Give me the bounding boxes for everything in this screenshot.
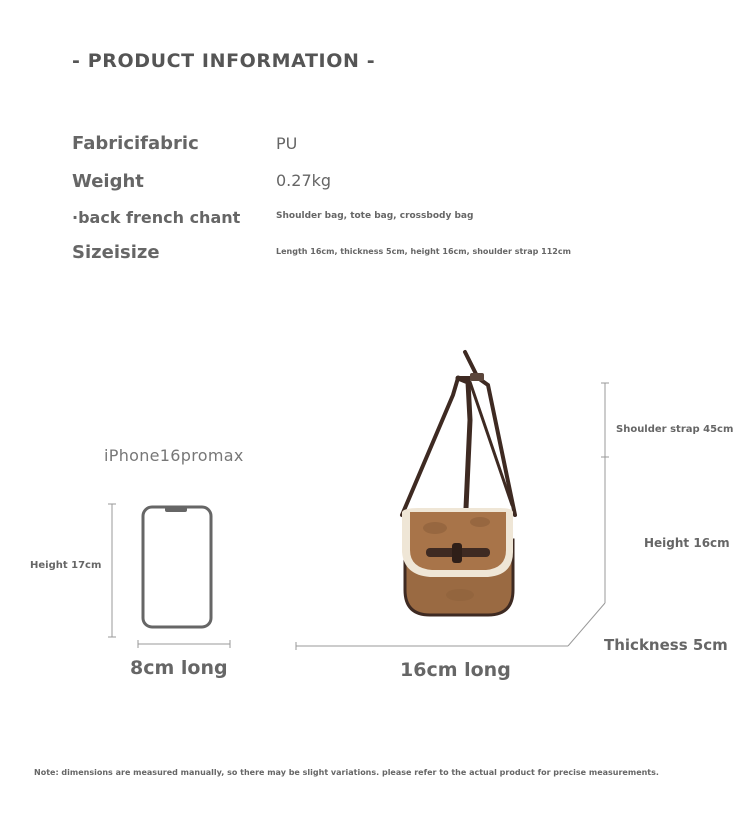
measurement-note: Note: dimensions are measured manually, so there may be slight variations. please refer to the actual product for precise measurements. [34,768,659,777]
phone-height-dimension [108,504,116,637]
spec-key-style: ·back french chant [72,208,241,227]
spec-value-size: Length 16cm, thickness 5cm, height 16cm, shoulder strap 112cm [276,247,571,256]
phone-outline [143,507,211,627]
bag-length-dimension [296,642,568,650]
phone-model-label: iPhone16promax [104,446,244,465]
section-title: - PRODUCT INFORMATION - [72,50,376,72]
spec-key-fabric: Fabricifabric [72,133,199,154]
phone-width-dimension [138,640,230,648]
bag-thickness-dimension [568,603,605,646]
strap-length-label: Shoulder strap 45cm [616,424,734,435]
spec-value-weight: 0.27kg [276,171,332,190]
spec-value-fabric: PU [276,134,298,153]
phone-height-label: Height 17cm [30,560,102,571]
phone-notch [165,507,187,512]
bag-height-label: Height 16cm [644,536,730,550]
bag-image [402,352,515,615]
spec-value-style: Shoulder bag, tote bag, crossbody bag [276,211,474,221]
spec-key-size: Sizeisize [72,242,160,263]
bag-thickness-label: Thickness 5cm [604,636,728,654]
spec-key-weight: Weight [72,171,144,192]
bag-length-label: 16cm long [400,659,511,681]
phone-width-label: 8cm long [130,657,228,679]
bag-height-dimension [601,383,609,603]
